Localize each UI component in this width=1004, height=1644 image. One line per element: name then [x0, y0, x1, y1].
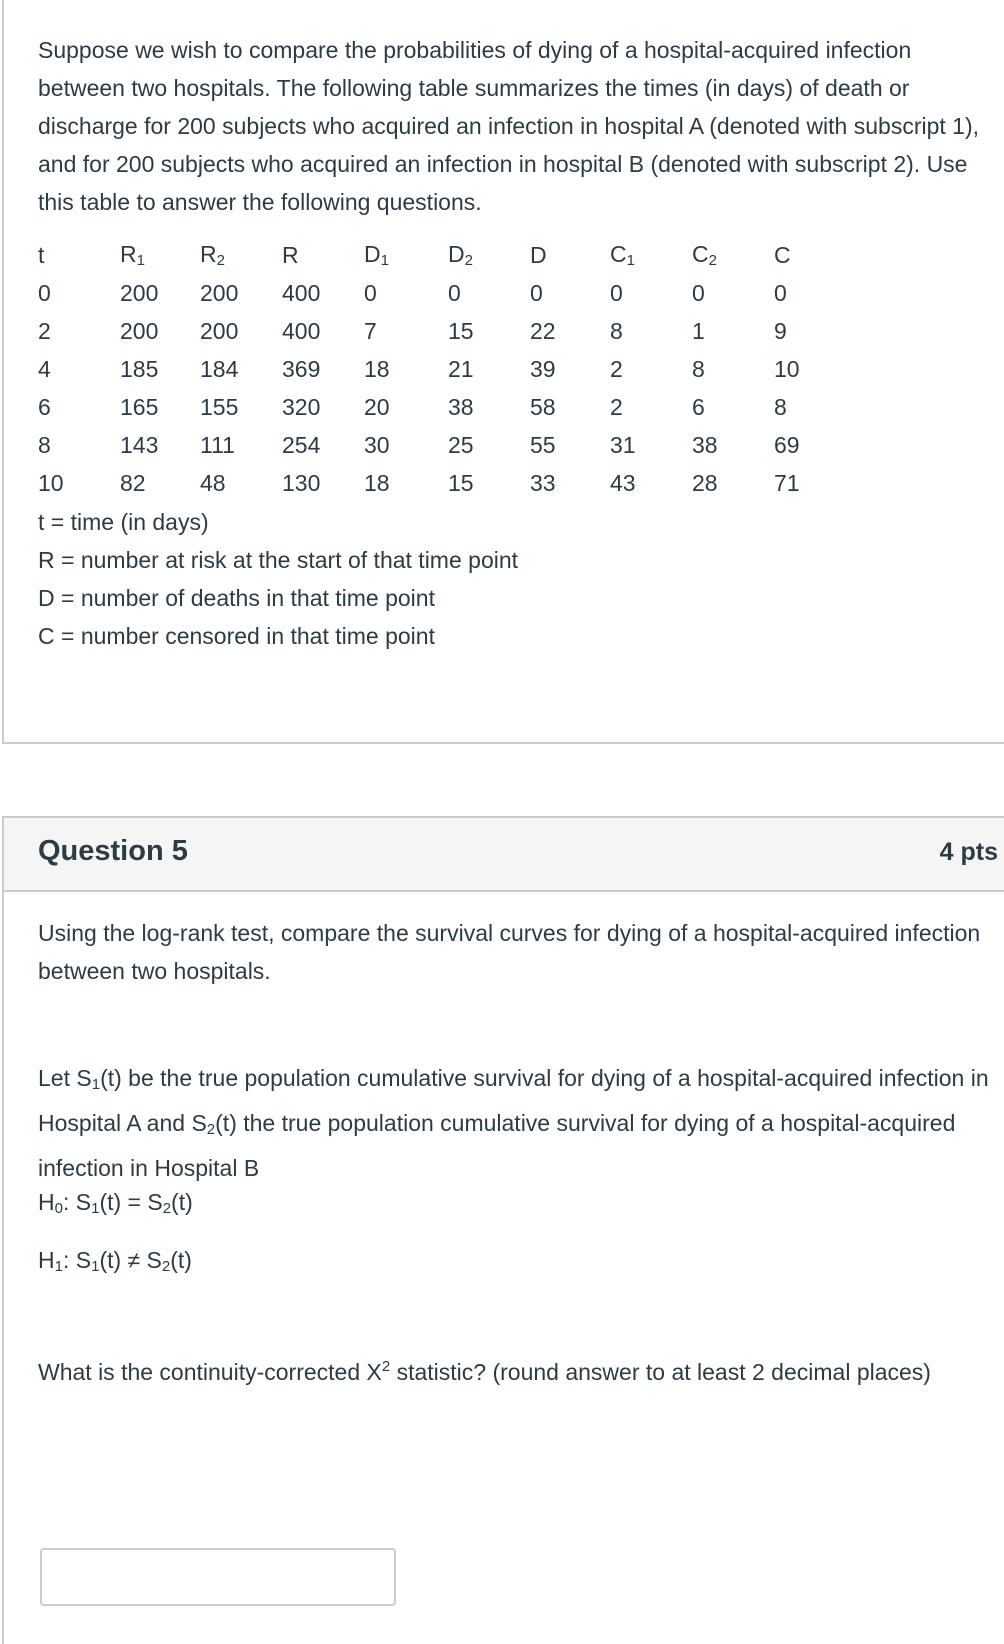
table-cell: 2: [610, 355, 623, 382]
table-cell: 8: [38, 431, 51, 458]
table-row: [38, 274, 814, 312]
table-cell: 200: [200, 279, 239, 306]
table-cell: 38: [448, 393, 474, 420]
table-cell: 165: [120, 393, 159, 420]
question-header: [4, 818, 1004, 892]
header-c1: $C_1$: [610, 241, 635, 269]
hypothesis-definition: Let $S_1(t)$ be the true population cumulative survival for dying of a hospital-acquired infection in Hospital A and $S_2(t)$ the true population cumulative survival for dying of a hospital-acquired infection in Hospital B: [38, 1065, 989, 1181]
table-cell: 4: [38, 355, 51, 382]
table-cell: 9: [774, 317, 787, 344]
table-cell: 82: [120, 469, 146, 496]
survival-table: [38, 236, 814, 502]
null-hypothesis: $H_0$: $S_1(t) = S_2(t)$: [38, 1189, 193, 1217]
table-cell: 400: [282, 317, 321, 344]
table-cell: 1: [692, 317, 705, 344]
table-cell: 200: [200, 317, 239, 344]
table-row: [38, 350, 814, 388]
question-panel: [2, 816, 1004, 1644]
table-cell: 22: [530, 317, 556, 344]
table-cell: 25: [448, 431, 474, 458]
table-cell: 8: [692, 355, 705, 382]
table-cell: 7: [364, 317, 377, 344]
table-cell: 6: [692, 393, 705, 420]
table-cell: 200: [120, 317, 159, 344]
table-cell: 10: [774, 355, 800, 382]
table-cell: 0: [448, 279, 461, 306]
table-cell: 48: [200, 469, 226, 496]
table-cell: 0: [364, 279, 377, 306]
header-d: D: [530, 241, 547, 268]
table-cell: 18: [364, 355, 390, 382]
answer-input[interactable]: [40, 1548, 396, 1606]
question-context-panel: [2, 0, 1004, 744]
table-cell: 155: [200, 393, 239, 420]
table-header-row: [38, 236, 814, 274]
legend-item: R = number at risk at the start of that time point: [38, 547, 519, 573]
legend-item: t = time (in days): [38, 509, 209, 535]
table-cell: 15: [448, 469, 474, 496]
header-c2: $C_2$: [692, 241, 717, 269]
table-row: [38, 388, 814, 426]
table-cell: 200: [120, 279, 159, 306]
intro-text: Suppose we wish to compare the probabilities of dying of a hospital-acquired infection between two hospitals. The following table summarizes the times (in days) of death or discharge for 200 subjects who acquired an infection in hospital A (denoted with subscript 1), and for 200 subjects who acquired an infection in hospital B (denoted with subscript 2). Use this table to answer the following questions.: [38, 37, 980, 215]
table-legend: [38, 503, 518, 655]
header-r2: $R_2$: [200, 241, 225, 269]
table-cell: 0: [610, 279, 623, 306]
table-cell: 20: [364, 393, 390, 420]
table-cell: 39: [530, 355, 556, 382]
table-cell: 111: [200, 431, 235, 458]
legend-item: C = number censored in that time point: [38, 623, 435, 649]
header-d2: $D_2$: [448, 241, 473, 269]
table-cell: 28: [692, 469, 718, 496]
table-cell: 69: [774, 431, 800, 458]
table-cell: 184: [200, 355, 239, 382]
table-cell: 8: [610, 317, 623, 344]
header-d1: $D_1$: [364, 241, 389, 269]
table-cell: 55: [530, 431, 556, 458]
alternative-hypothesis: $H_1$: $S_1(t) \ne S_2(t)$: [38, 1247, 192, 1275]
table-row: [38, 426, 814, 464]
table-cell: 0: [774, 279, 787, 306]
table-cell: 30: [364, 431, 390, 458]
table-cell: 71: [774, 469, 800, 496]
question-points: 4 pts: [939, 838, 998, 866]
table-cell: 130: [282, 469, 321, 496]
table-cell: 0: [692, 279, 705, 306]
table-cell: 58: [530, 393, 556, 420]
table-cell: 2: [38, 317, 51, 344]
table-row: [38, 312, 814, 350]
header-r: R: [282, 241, 299, 268]
table-cell: 15: [448, 317, 474, 344]
table-cell: 21: [448, 355, 474, 382]
table-cell: 143: [120, 431, 159, 458]
table-cell: 185: [120, 355, 159, 382]
question-title: Question 5: [38, 835, 188, 867]
header-t: t: [38, 241, 45, 268]
table-cell: 320: [282, 393, 321, 420]
legend-item: D = number of deaths in that time point: [38, 585, 435, 611]
table-cell: 0: [530, 279, 543, 306]
table-cell: 0: [38, 279, 51, 306]
table-cell: 38: [692, 431, 718, 458]
table-cell: 31: [610, 431, 636, 458]
table-cell: 10: [38, 469, 64, 496]
table-row: [38, 464, 814, 502]
table-cell: 369: [282, 355, 321, 382]
table-cell: 254: [282, 431, 321, 458]
table-cell: 2: [610, 393, 623, 420]
table-cell: 18: [364, 469, 390, 496]
question-ask: What is the continuity-corrected $X^2$ statistic? (round answer to at least 2 decimal places): [38, 1358, 931, 1385]
header-r1: $R_1$: [120, 241, 145, 269]
table-cell: 6: [38, 393, 51, 420]
table-cell: 400: [282, 279, 321, 306]
question-prompt: Using the log-rank test, compare the survival curves for dying of a hospital-acquired infection between two hospitals.: [38, 920, 981, 984]
table-cell: 43: [610, 469, 636, 496]
table-cell: 8: [774, 393, 787, 420]
table-cell: 33: [530, 469, 556, 496]
header-c: C: [774, 241, 791, 268]
